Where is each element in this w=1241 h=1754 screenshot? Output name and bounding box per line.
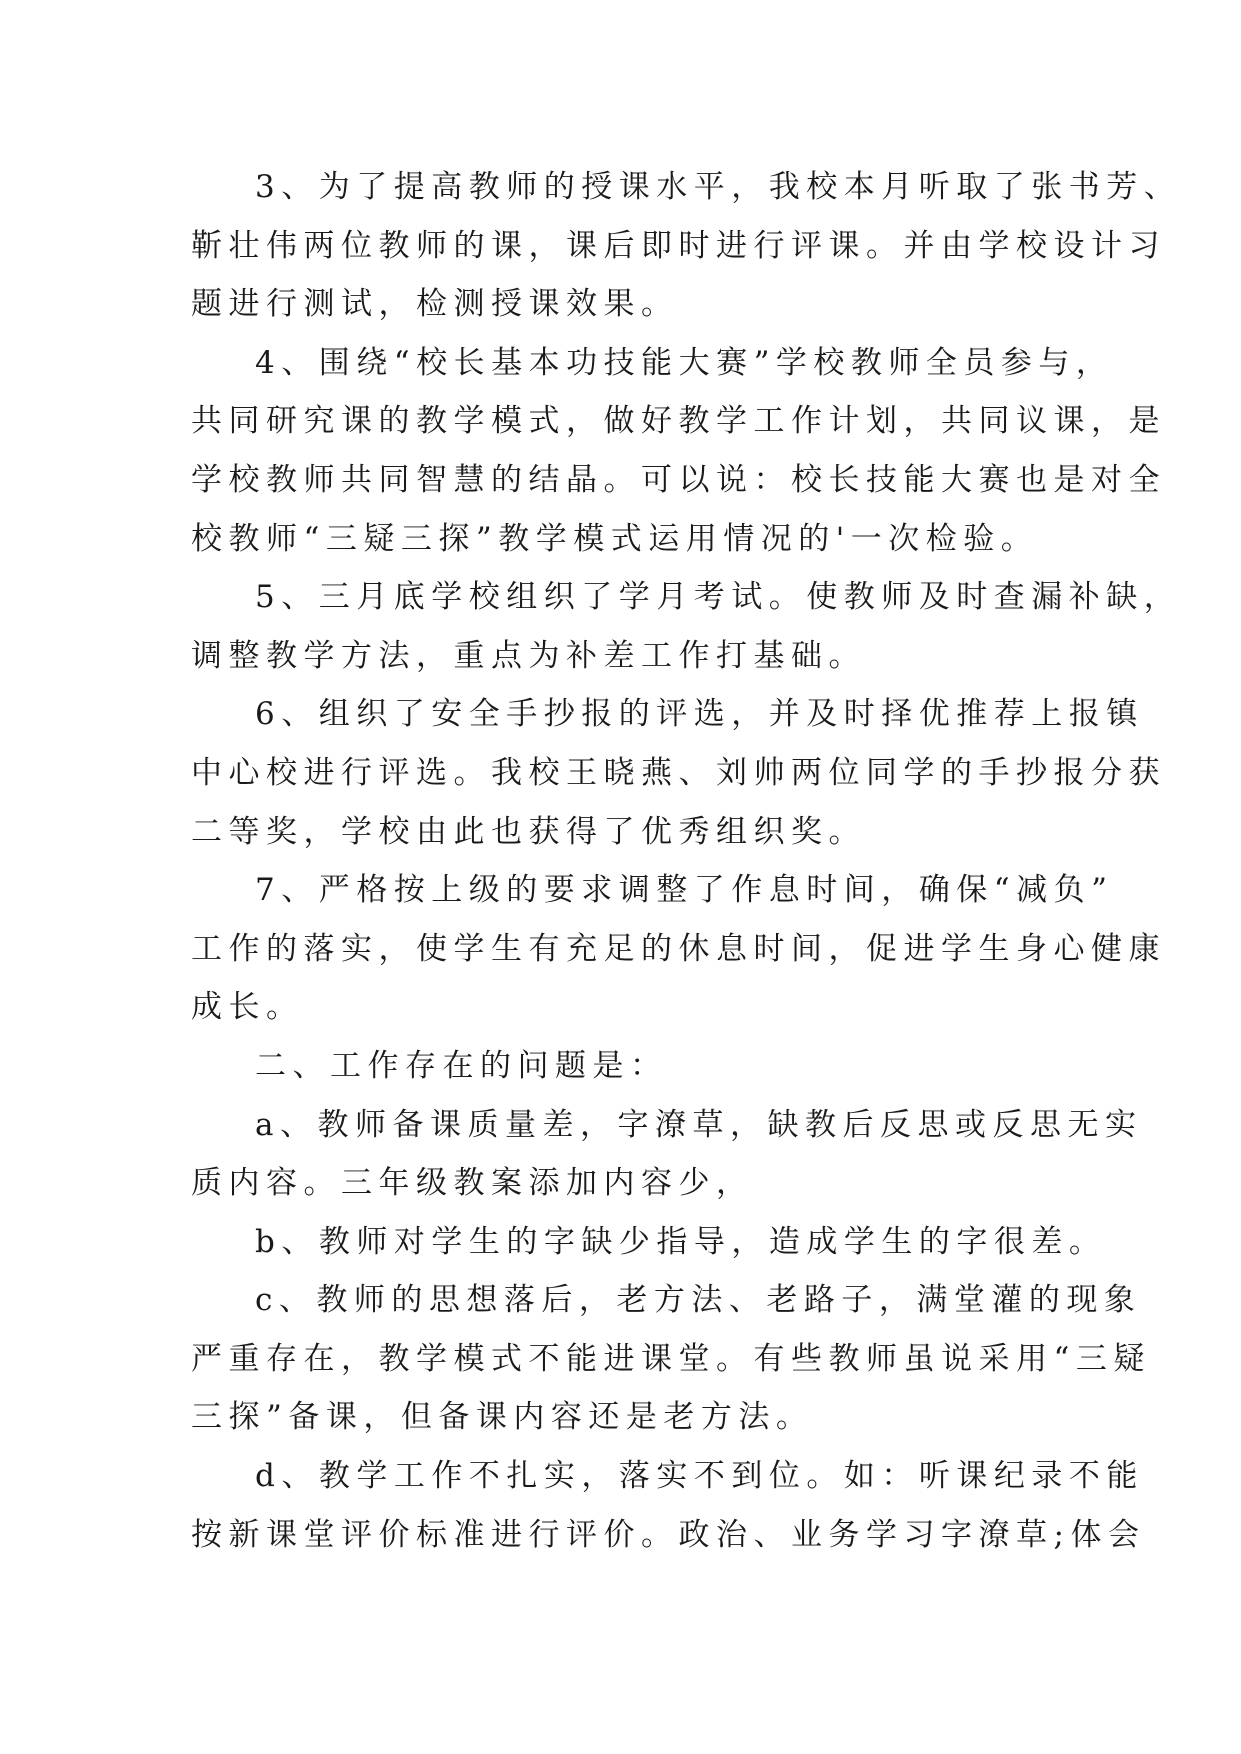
text-line: 3、为了提高教师的授课水平，我校本月听取了张书芳、 [255,169,1182,205]
paragraph [191,1213,1107,1272]
paragraph [191,158,1182,334]
paragraph [191,334,1166,568]
paragraph [191,1271,1151,1447]
text-line: 学校教师共同智慧的结晶。可以说：校长技能大赛也是对全 [191,461,1166,498]
text-line: 二等奖，学校由此也获得了优秀组织奖。 [191,813,866,850]
text-line: b、教师对学生的字缺少指导，造成学生的字很差。 [255,1223,1107,1260]
text-line: a、教师备课质量差，字潦草，缺教后反思或反思无实 [255,1106,1143,1143]
paragraph [191,861,1166,1037]
text-line: 二、工作存在的问题是： [255,1047,668,1084]
paragraph [191,568,1182,685]
text-line: 按新课堂评价标准进行评价。政治、业务学习字潦草;体会 [191,1516,1146,1553]
paragraph [191,1447,1146,1564]
text-line: 6、组织了安全手抄报的评选，并及时择优推荐上报镇 [255,696,1144,733]
text-line: c、教师的思想落后，老方法、老路子，满堂灌的现象 [255,1282,1142,1319]
text-line: 4、围绕“校长基本功技能大赛”学校教师全员参与， [255,344,1114,381]
text-line: 成长。 [191,989,304,1026]
paragraph [191,1037,1071,1096]
text-line: 三探”备课，但备课内容还是老方法。 [191,1399,814,1436]
text-line: 调整教学方法，重点为补差工作打基础。 [191,637,866,674]
text-line: 中心校进行评选。我校王晓燕、刘帅两位同学的手抄报分获 [191,754,1166,791]
text-line: 共同研究课的教学模式，做好教学工作计划，共同议课，是 [191,403,1166,440]
text-line: 严重存在，教学模式不能进课堂。有些教师虽说采用“三疑 [191,1340,1151,1377]
text-line: 7、严格按上级的要求调整了作息时间，确保“减负” [255,872,1114,909]
text-line: 质内容。三年级教案添加内容少， [191,1165,754,1202]
text-line: 5、三月底学校组织了学月考试。使教师及时查漏补缺， [255,579,1182,616]
text-line: 校教师“三疑三探”教学模式运用情况的'一次检验。 [191,520,1039,557]
paragraph [191,685,1166,861]
text-line: 题进行测试，检测授课效果。 [191,286,679,323]
text-line: 靳壮伟两位教师的课，课后即时进行评课。并由学校设计习 [191,227,1166,264]
text-line: d、教学工作不扎实，落实不到位。如：听课纪录不能 [255,1458,1144,1495]
text-line: 工作的落实，使学生有充足的休息时间，促进学生身心健康 [191,930,1166,967]
document-body [191,158,1182,1564]
paragraph [191,1096,1143,1213]
